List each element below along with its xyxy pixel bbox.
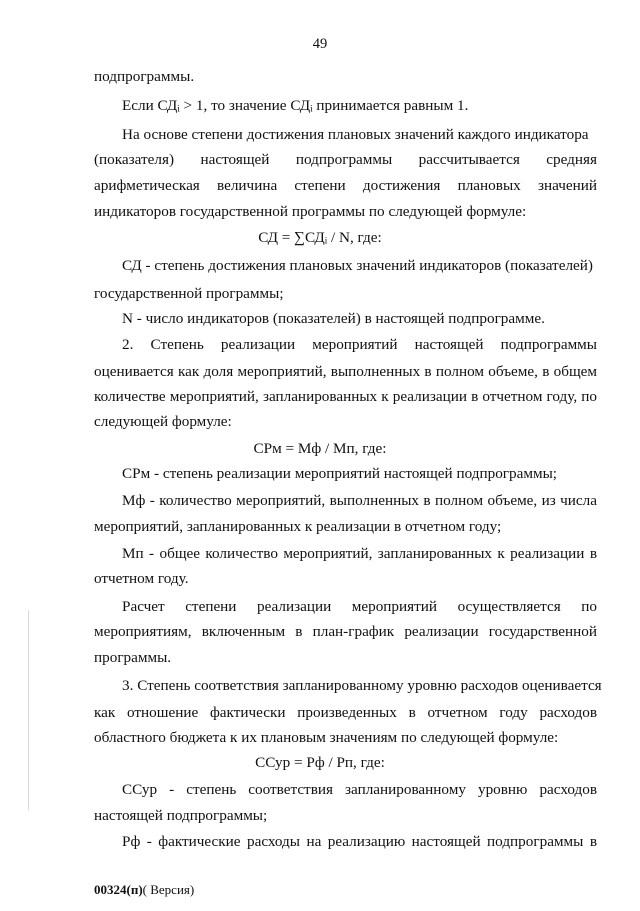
text-line: следующей формуле: <box>94 413 232 430</box>
text-line: Мп - общее количество мероприятий, запланированных к реализации в <box>122 545 597 562</box>
text-line: подпрограммы. <box>94 68 195 85</box>
text-line: СРм - степень реализации мероприятий настоящей подпрограммы; <box>122 465 557 482</box>
text-line: Мф - количество мероприятий, выполненных в полном объеме, из числа <box>122 492 597 509</box>
text-line: (показателя) настоящей подпрограммы рассчитывается средняя <box>94 151 597 168</box>
text-line: 3. Степень соответствия запланированному уровню расходов оценивается <box>122 677 602 694</box>
text-line: оценивается как доля мероприятий, выполненных в полном объеме, в общем <box>94 363 597 380</box>
page-number: 49 <box>312 36 328 52</box>
scan-edge-mark <box>28 610 29 810</box>
text-line: арифметическая величина степени достижения плановых значений <box>94 177 597 194</box>
text-line: На основе степени достижения плановых значений каждого индикатора <box>122 126 589 143</box>
text-line: Расчет степени реализации мероприятий осуществляется по <box>122 598 597 615</box>
text-line: количестве мероприятий, запланированных к реализации в отчетном году, по <box>94 388 597 405</box>
text-line: индикаторов государственной программы по следующей формуле: <box>94 203 527 220</box>
footer-code: 00324(п) <box>94 882 143 897</box>
text-line: отчетном году. <box>94 570 189 587</box>
formula-srm: СРм = Мф / Мп, где: <box>253 440 387 457</box>
text-line: областного бюджета к их плановым значениям по следующей формуле: <box>94 729 559 746</box>
text-line: как отношение фактически произведенных в отчетном году расходов <box>94 704 597 721</box>
formula-sd: СД = ∑СДᵢ / N, где: <box>258 229 382 246</box>
text-line: настоящей подпрограммы; <box>94 807 268 824</box>
footer <box>94 882 194 898</box>
text-line: СД - степень достижения плановых значений индикаторов (показателей) <box>122 257 593 274</box>
text-line: 2. Степень реализации мероприятий настоящей подпрограммы <box>122 336 597 353</box>
formula-ssur: ССур = Рф / Рп, где: <box>255 754 385 771</box>
text-line: государственной программы; <box>94 285 284 302</box>
text-line: ССур - степень соответствия запланированному уровню расходов <box>122 781 597 798</box>
text-line: Рф - фактические расходы на реализацию настоящей подпрограммы в <box>122 833 597 850</box>
text-line: Если СДᵢ > 1, то значение СДᵢ принимается равным 1. <box>122 97 469 114</box>
text-line: мероприятий, запланированных к реализации в отчетном году; <box>94 518 502 535</box>
footer-version: ( Версия) <box>142 882 195 897</box>
text-line: мероприятиям, включенным в план-график реализации государственной <box>94 623 597 640</box>
text-line: программы. <box>94 649 172 666</box>
text-line: N - число индикаторов (показателей) в настоящей подпрограмме. <box>122 310 545 327</box>
